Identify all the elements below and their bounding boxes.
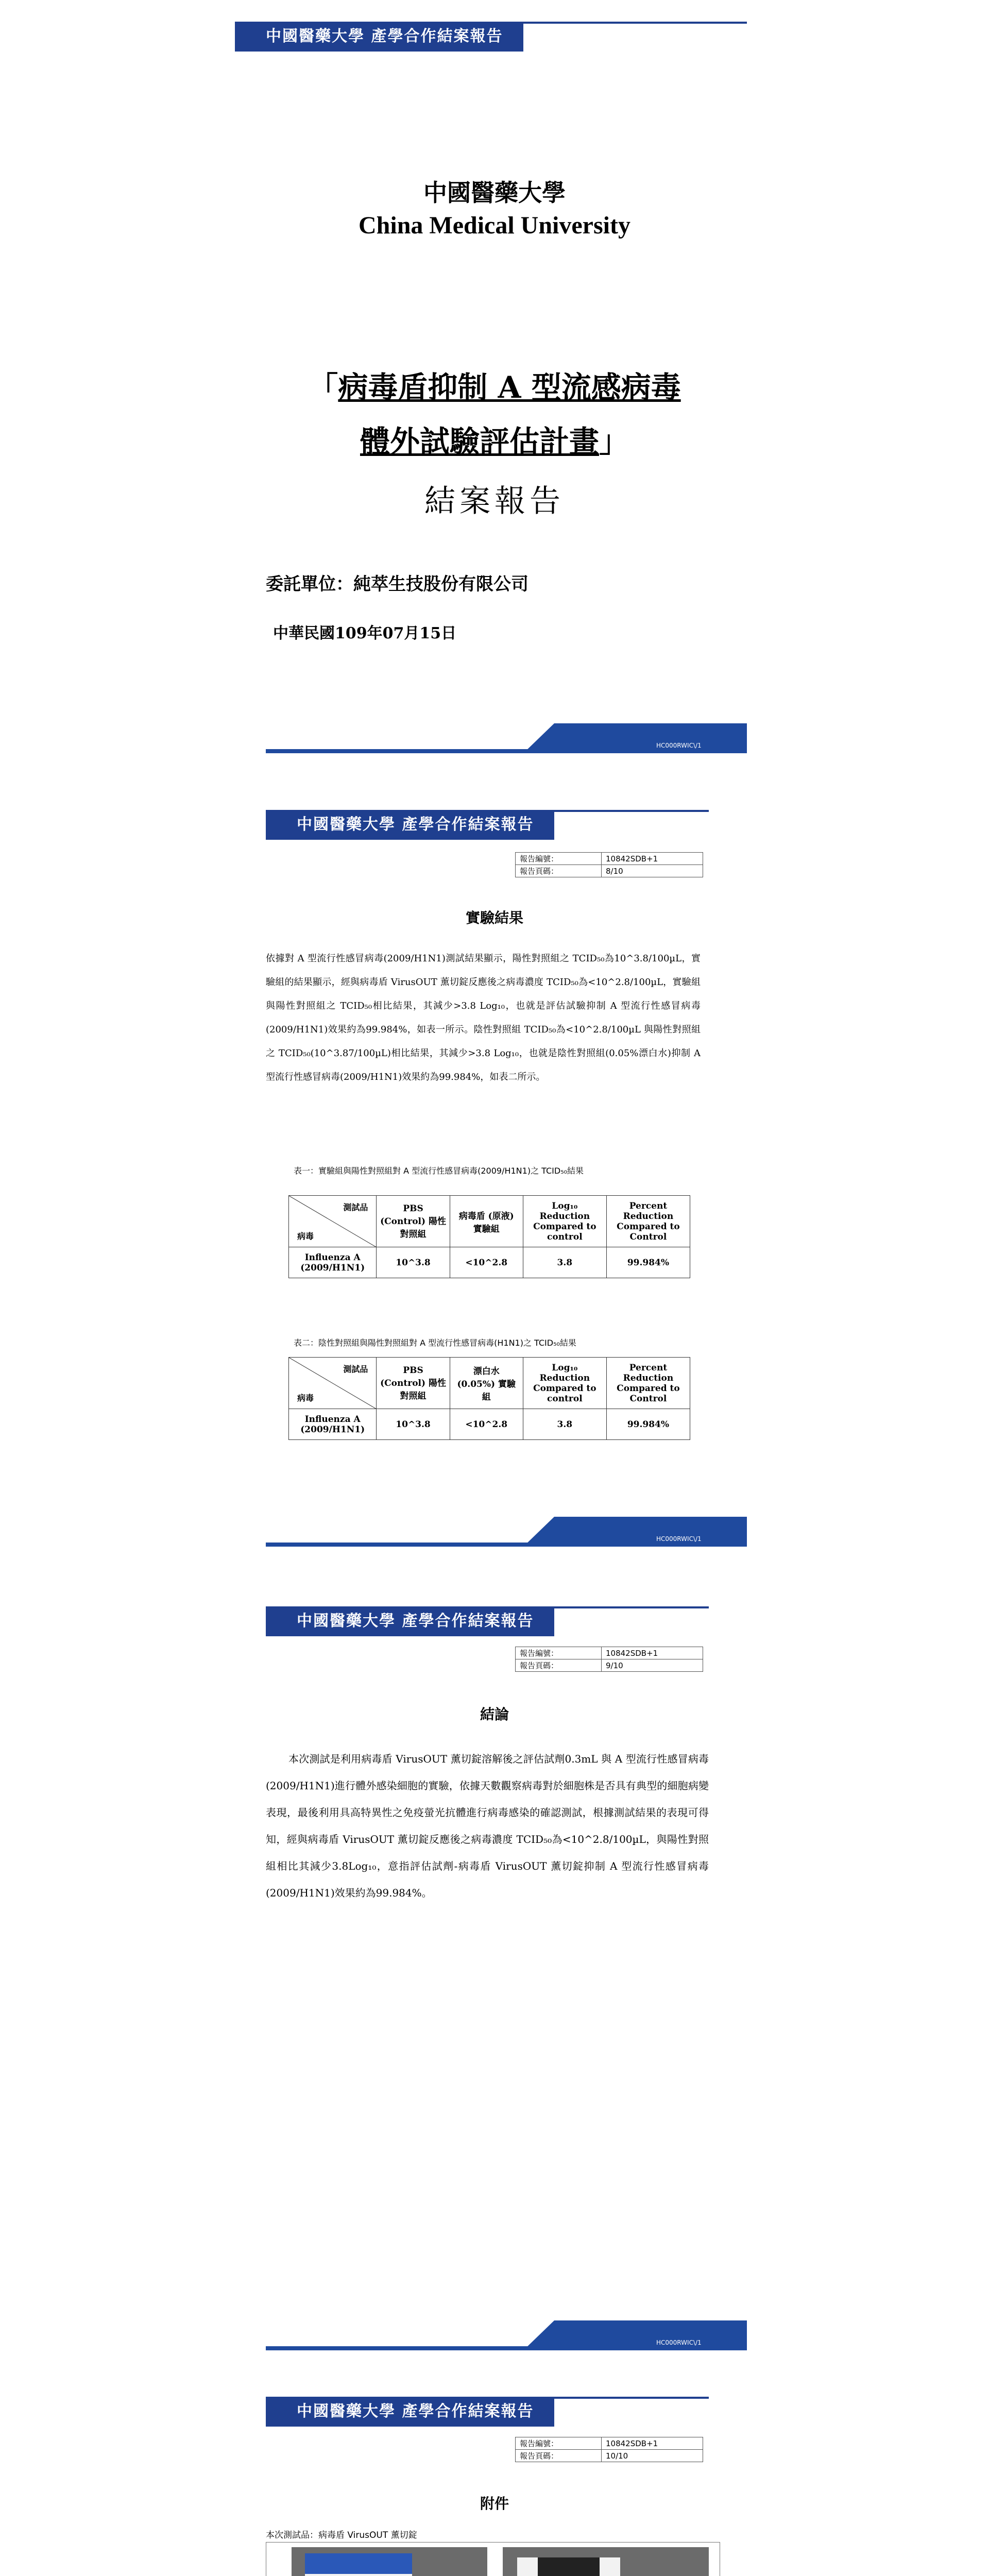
footer-graphic: [266, 2318, 747, 2354]
university-name-zh: 中國醫藥大學: [423, 179, 566, 207]
table2-row-label: Influenza A (2009/H1N1): [289, 1409, 377, 1440]
report-page-label: 報告頁碼：: [516, 2450, 602, 2462]
project-title-line1: [0, 363, 989, 406]
report-number-value: 10842SDB+1: [602, 1647, 703, 1659]
footer-code: HC000RWIC\/1: [656, 1535, 702, 1543]
page-conclusion: [0, 1582, 989, 2370]
corner-top-label: 測試品: [343, 1364, 368, 1374]
project-title-text2: 體外試驗評估計畫: [360, 424, 599, 459]
table1-row-label: Influenza A (2009/H1N1): [289, 1247, 377, 1278]
box-front: [305, 2553, 412, 2576]
table2: [288, 1357, 690, 1440]
close-bracket: 」: [599, 424, 629, 459]
header-rule: [523, 22, 747, 24]
appendix-caption: 本次測試品：病毒盾 VirusOUT 薰切錠: [266, 2530, 417, 2540]
table2-v2: <10^2.8: [450, 1409, 523, 1440]
table2-col-percent: Percent Reduction Compared to Control: [606, 1358, 690, 1409]
box-back: [517, 2557, 620, 2576]
box-top-band: [305, 2553, 412, 2574]
footer-code: HC000RWIC\/1: [656, 2339, 702, 2346]
table1-corner: [289, 1196, 377, 1247]
footer-graphic: [266, 721, 747, 757]
table1-v3: 3.8: [523, 1247, 606, 1278]
footer-code: HC000RWIC\/1: [656, 742, 702, 749]
client-line: 委託單位：純萃生技股份有限公司: [266, 574, 528, 595]
product-photo-back: [503, 2547, 709, 2576]
header-rule: [554, 1606, 709, 1608]
university-name-en: China Medical University: [359, 212, 630, 239]
project-title-line2: [0, 417, 989, 461]
table2-col-bleach: 漂白水 (0.05%) 實驗組: [450, 1358, 523, 1409]
report-meta-table: [515, 852, 703, 877]
table2-v1: 10^3.8: [377, 1409, 450, 1440]
table1: [288, 1195, 690, 1278]
report-number-label: 報告編號：: [516, 853, 602, 865]
report-number-label: 報告編號：: [516, 1647, 602, 1659]
report-meta-table: [515, 2437, 703, 2462]
table1-v1: 10^3.8: [377, 1247, 450, 1278]
header-banner: 中國醫藥大學 產學合作結案報告: [235, 22, 523, 52]
table2-caption: 表二：陰性對照組與陽性對照組對 A 型流行性感冒病毒(H1N1)之 TCID₅₀結果: [294, 1338, 576, 1348]
report-page-label: 報告頁碼：: [516, 865, 602, 877]
conclusion-paragraph: 本次測試是利用病毒盾 VirusOUT 薰切錠溶解後之評估試劑0.3mL 與 A 型流行性感冒病毒(2009/H1N1)進行體外感染細胞的實驗，依據天數觀察病毒對於細胞株是否具有典型的細胞病變表現，最後利用具高特異性之免疫螢光抗體進行病毒感染的確認測試，根據測試結果的表現可得知，經與病毒盾 VirusOUT 薰切錠反應後之病毒濃度 TCID₅₀為<10^2.8/100µL，與陽性對照組相比其減少3.8Log₁₀，意指評估試劑-病毒盾 VirusOUT 薰切錠抑制 A 型流行性感冒病毒(2009/H1N1)效果約為99.984%。: [266, 1753, 709, 1899]
report-page-label: 報告頁碼：: [516, 1659, 602, 1672]
report-page-value: 10/10: [602, 2450, 703, 2462]
report-date: 中華民國109年07月15日: [273, 624, 457, 642]
header-rule: [554, 810, 709, 812]
header-banner: 中國醫藥大學 產學合作結案報告: [266, 2397, 554, 2427]
report-meta-table: [515, 1647, 703, 1672]
table1-col-percent: Percent Reduction Compared to Control: [606, 1196, 690, 1247]
corner-bottom-label: 病毒: [297, 1393, 314, 1403]
table2-col-pbs: PBS (Control) 陽性對照組: [377, 1358, 450, 1409]
table2-corner: [289, 1358, 377, 1409]
table2-col-log: Log₁₀ Reduction Compared to control: [523, 1358, 606, 1409]
table1-v4: 99.984%: [606, 1247, 690, 1278]
table2-v3: 3.8: [523, 1409, 606, 1440]
page-cover: [0, 0, 989, 783]
table1-caption: 表一：實驗組與陽性對照組對 A 型流行性感冒病毒(2009/H1N1)之 TCID₅₀結果: [294, 1166, 584, 1176]
section-title: 附件: [480, 2495, 509, 2512]
corner-bottom-label: 病毒: [297, 1231, 314, 1241]
header-rule: [554, 2397, 709, 2399]
report-number-label: 報告編號：: [516, 2437, 602, 2450]
product-photo-front: [292, 2547, 487, 2576]
table2-v4: 99.984%: [606, 1409, 690, 1440]
report-type: 結案報告: [424, 483, 565, 519]
page-results: [0, 783, 989, 1582]
report-number-value: 10842SDB+1: [602, 853, 703, 865]
report-page-value: 8/10: [602, 865, 703, 877]
box-back-top: [538, 2557, 600, 2576]
header-banner: 中國醫藥大學 產學合作結案報告: [266, 1606, 554, 1636]
report-page-value: 9/10: [602, 1659, 703, 1672]
project-title-text1: 病毒盾抑制 A 型流感病毒: [338, 370, 681, 405]
table1-col-log: Log₁₀ Reduction Compared to control: [523, 1196, 606, 1247]
table1-col-virusout: 病毒盾 (原液) 實驗組: [450, 1196, 523, 1247]
table1-col-pbs: PBS (Control) 陽性對照組: [377, 1196, 450, 1247]
corner-top-label: 測試品: [343, 1202, 368, 1212]
section-title: 結論: [480, 1706, 509, 1723]
header-banner: 中國醫藥大學 產學合作結案報告: [266, 810, 554, 840]
footer-graphic: [266, 1515, 747, 1551]
page-appendix: [0, 2370, 989, 2576]
section-title: 實驗結果: [465, 909, 523, 926]
open-bracket: 「: [308, 370, 338, 405]
results-paragraph: 依據對 A 型流行性感冒病毒(2009/H1N1)測試結果顯示，陽性對照組之 TCID₅₀為10^3.8/100µL，實驗組的結果顯示，經與病毒盾 VirusOUT 薰切錠反應後之病毒濃度 TCID₅₀為<10^2.8/100µL，實驗組與陽性對照組之 TCID₅₀相比結果，其減少>3.8 Log₁₀，也就是評估試驗抑制 A 型流行性感冒病毒(2009/H1N1)效果約為99.984%，如表一所示。陰性對照組 TCID₅₀為<10^2.8/100µL 與陽性對照組之 TCID₅₀(10^3.87/100µL)相比結果，其減少>3.8 Log₁₀，也就是陰性對照組(0.05%漂白水)抑制 A 型流行性感冒病毒(2009/H1N1)效果約為99.984%，如表二所示。: [266, 953, 701, 1082]
report-number-value: 10842SDB+1: [602, 2437, 703, 2450]
table1-v2: <10^2.8: [450, 1247, 523, 1278]
